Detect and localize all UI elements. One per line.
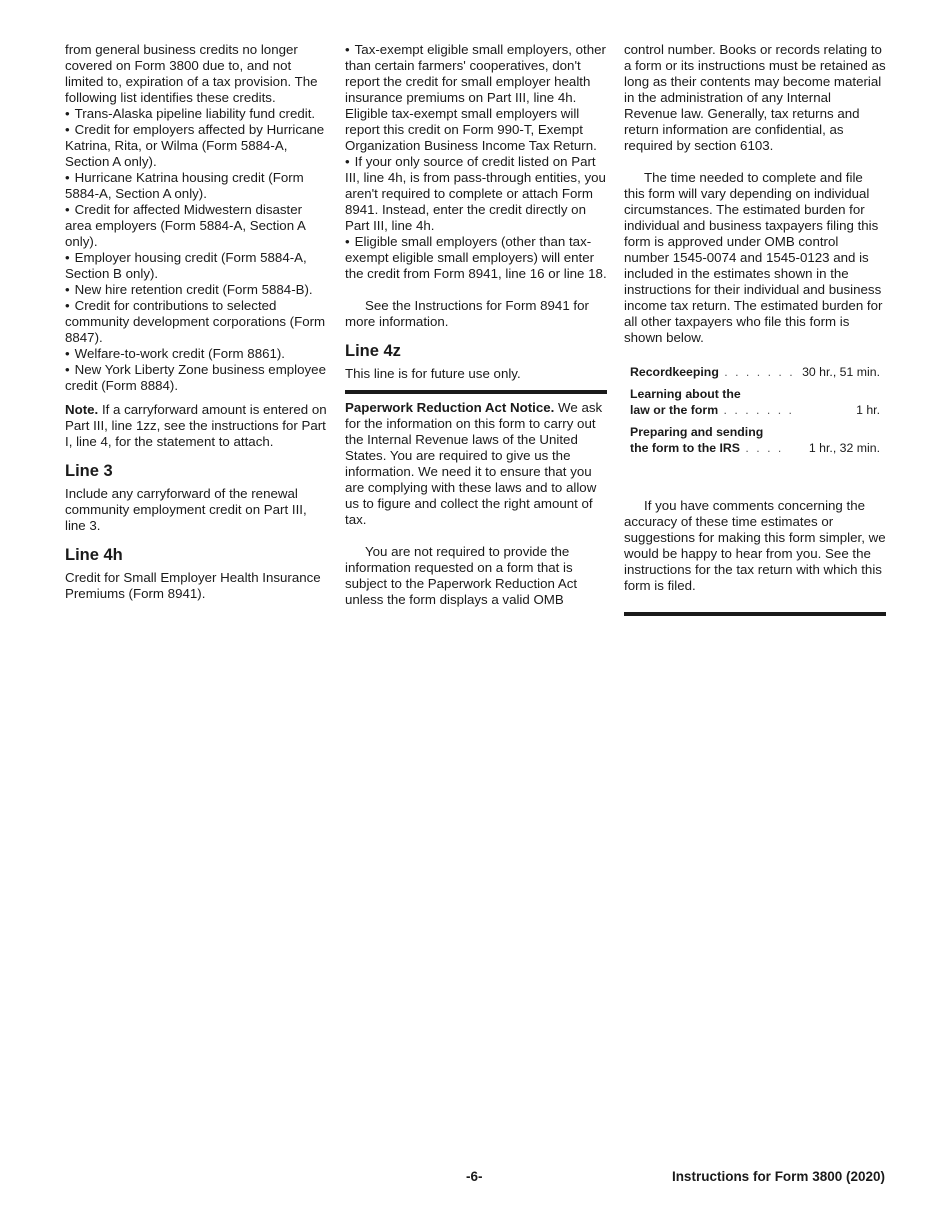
list-item: • Credit for employers affected by Hurricane Katrina, Rita, or Wilma (Form 5884-A, Section A only).	[65, 122, 327, 170]
paperwork-notice-text: We ask for the information on this form to carry out the Internal Revenue laws of the United States. You are required to give us the information. We need it to ensure that you are complying with these laws and to allow us to figure and collect the right amount of tax.	[345, 400, 603, 527]
list-item: • Hurricane Katrina housing credit (Form 5884-A, Section A only).	[65, 170, 327, 202]
time-needed-paragraph: The time needed to complete and file this form will vary depending on individual circumstances. The estimated burden for individual and business taxpayers filing this form is approved under OMB control number 1545-0074 and 1545-0123 and is included in the estimates shown in the instructions for their individual and business income tax return. The estimated burden for all other taxpayers who file this form is shown below.	[624, 170, 883, 345]
column-1	[65, 42, 327, 602]
burden-row: Learning about the law or the form . . . . . . . 1 hr.	[630, 387, 880, 417]
form-title: Instructions for Form 3800 (2020)	[671, 1169, 885, 1184]
burden-row: Preparing and sending the form to the IRS . . . . 1 hr., 32 min.	[630, 425, 880, 455]
not-required-paragraph: You are not required to provide the information requested on a form that is subject to the Paperwork Reduction Act unless the form displays a valid OMB	[345, 544, 578, 607]
list-item: • If your only source of credit listed on Part III, line 4h, is from pass-through entities, you aren't required to complete or attach Form 8941. Instead, enter the credit directly on Part III, line 4h.	[345, 154, 607, 234]
column-2	[345, 42, 607, 608]
list-item: • Employer housing credit (Form 5884-A, Section B only).	[65, 250, 327, 282]
list-item: • Welfare-to-work credit (Form 8861).	[65, 346, 327, 362]
list-item: • New York Liberty Zone business employee credit (Form 8884).	[65, 362, 327, 394]
burden-value: 1 hr.	[856, 403, 880, 417]
line-4z-text: This line is for future use only.	[345, 366, 521, 381]
paperwork-notice-paragraph	[345, 400, 607, 528]
section-divider	[345, 390, 607, 394]
list-item: • Credit for affected Midwestern disaster area employers (Form 5884-A, Section A only).	[65, 202, 327, 250]
line-3-text: Include any carryforward of the renewal community employment credit on Part III, line 3.	[65, 486, 307, 533]
line-3-heading: Line 3	[65, 462, 113, 480]
paperwork-notice-label: Paperwork Reduction Act Notice.	[345, 400, 555, 415]
intro-paragraph: from general business credits no longer covered on Form 3800 due to, and not limited to, expiration of a tax provision. The following list identifies these credits.	[65, 42, 318, 105]
end-divider	[624, 612, 886, 616]
list-item: • New hire retention credit (Form 5884-B).	[65, 282, 327, 298]
list-item: • Trans-Alaska pipeline liability fund credit.	[65, 106, 327, 122]
line-4z-heading: Line 4z	[345, 342, 401, 360]
column-3	[624, 42, 886, 616]
continued-paragraph: control number. Books or records relating to a form or its instructions must be retained as long as their contents may become material in the administration of any Internal Revenue law. Generally, tax returns and return information are confidential, as required by section 6103.	[624, 42, 886, 153]
comments-paragraph: If you have comments concerning the accuracy of these time estimates or suggestions for making this form simpler, we would be happy to hear from you. See the instructions for the tax return with which this form is filed.	[624, 498, 886, 593]
burden-label: Preparing and sending	[630, 425, 764, 439]
burden-label: Recordkeeping	[630, 365, 719, 379]
line-4h-heading: Line 4h	[65, 546, 123, 564]
burden-label: law or the form	[630, 403, 719, 417]
burden-label: Learning about the	[630, 387, 741, 401]
list-item: • Credit for contributions to selected community development corporations (Form 8847).	[65, 298, 327, 346]
note-paragraph	[65, 402, 327, 450]
note-label: Note.	[65, 402, 99, 417]
line-4h-text: Credit for Small Employer Health Insurance Premiums (Form 8941).	[65, 570, 321, 601]
burden-row: Recordkeeping . . . . . . . 30 hr., 51 min.	[630, 365, 880, 379]
burden-value: 1 hr., 32 min.	[808, 441, 880, 455]
see-instructions-paragraph: See the Instructions for Form 8941 for more information.	[345, 298, 589, 329]
burden-value: 30 hr., 51 min.	[802, 365, 880, 379]
burden-label: the form to the IRS	[630, 441, 740, 455]
list-item: • Tax-exempt eligible small employers, other than certain farmers' cooperatives, don't report the credit for small employer health insurance premiums on Part III, line 4h. Eligible tax-exempt small employers will report this credit on Form 990-T, Exempt Organization Business Income Tax Return.	[345, 42, 607, 154]
burden-table	[630, 364, 880, 456]
note-text: If a carryforward amount is entered on Part III, line 1zz, see the instructions for Part I, line 4, for the statement to attach.	[65, 402, 327, 449]
page-number: -6-	[466, 1169, 483, 1184]
list-item: • Eligible small employers (other than tax-exempt eligible small employers) will enter the credit from Form 8941, line 16 or line 18.	[345, 234, 607, 282]
